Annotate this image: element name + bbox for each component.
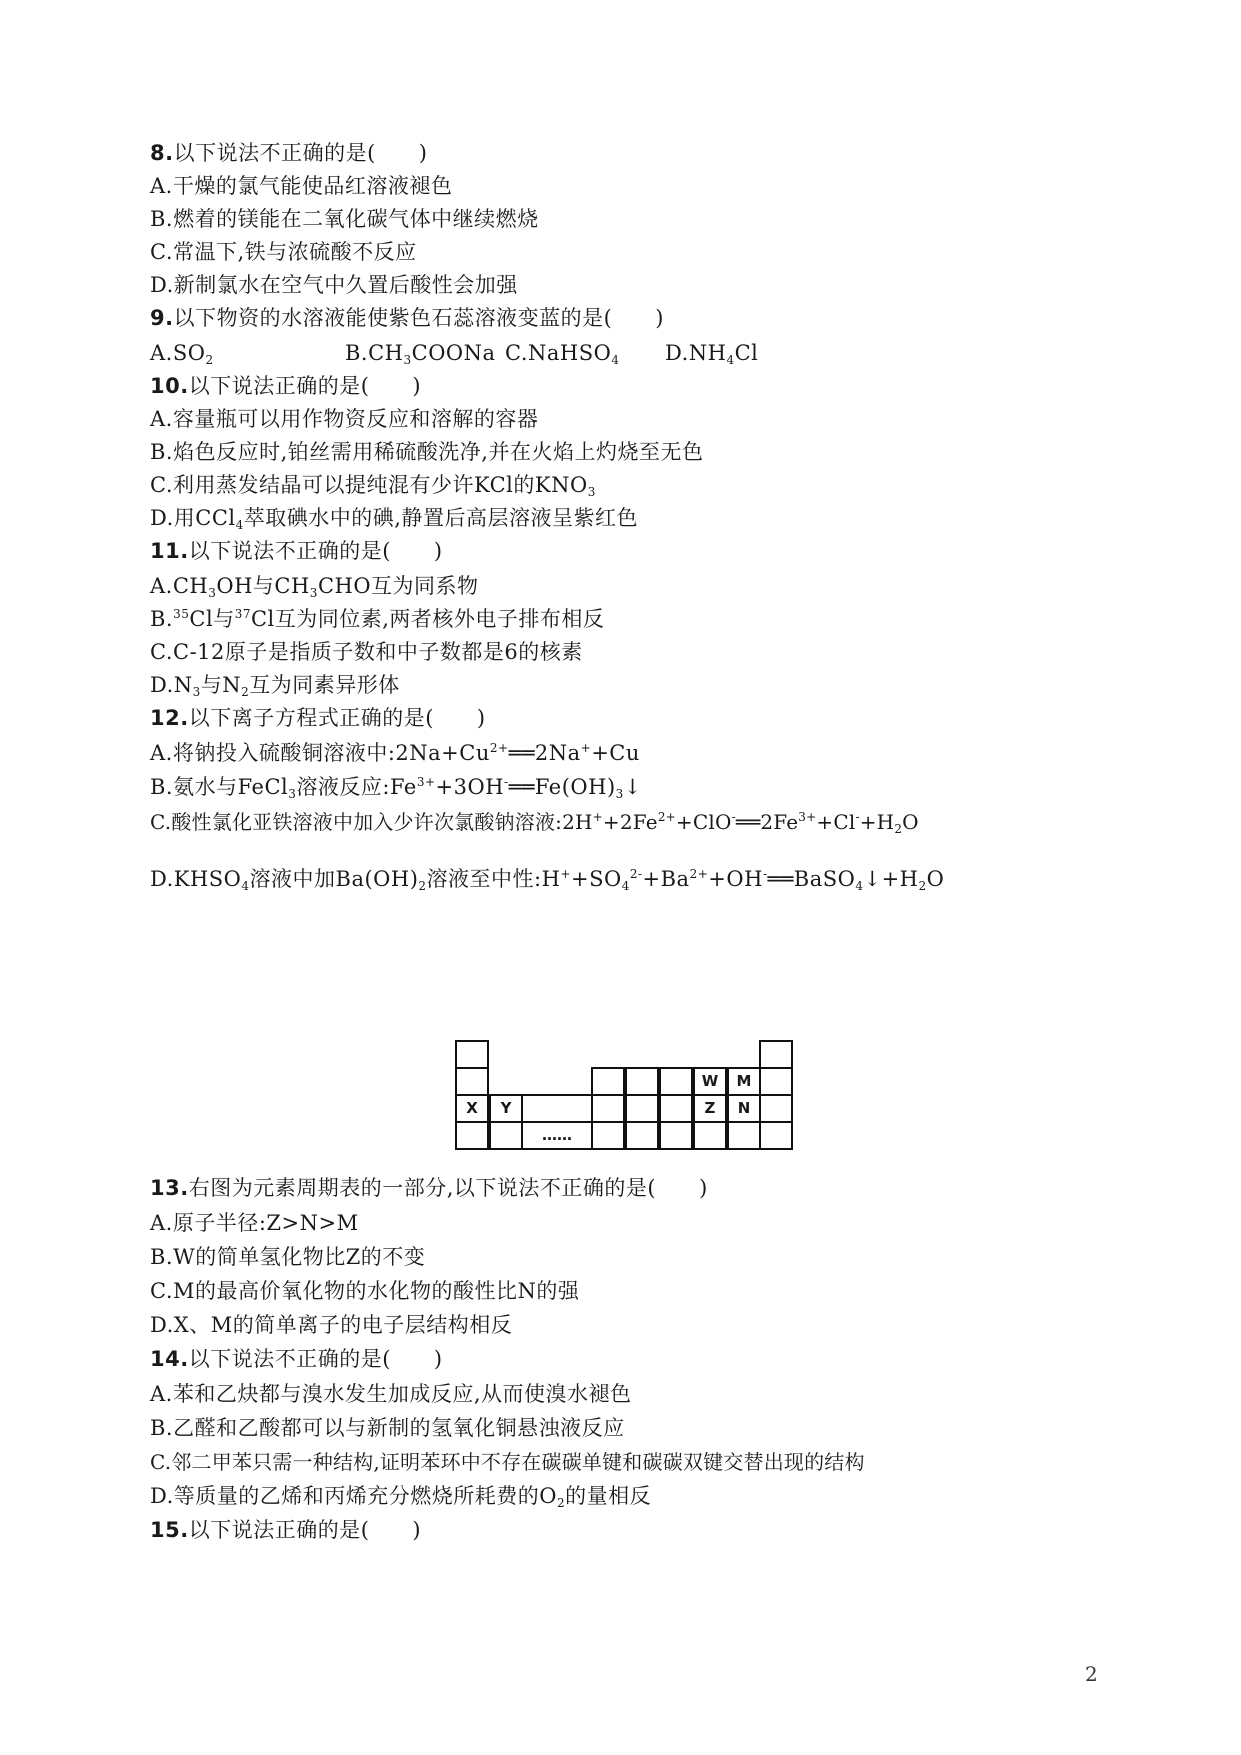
pt-cell-x: X	[455, 1094, 489, 1123]
pt-cell	[659, 1094, 693, 1123]
pt-cell-w: W	[693, 1067, 727, 1096]
question-10-option-d: D.用CCl$_4$萃取碘水中的碘,静置后高层溶液呈紫红色	[150, 506, 638, 532]
pt-cell	[455, 1121, 489, 1150]
question-13-option-b: B.W的简单氢化物比Z的不变	[150, 1245, 426, 1269]
question-12-option-a: A.将钠投入硫酸铜溶液中$:2Na+Cu^{2+}══2Na^++Cu$	[150, 741, 640, 765]
pt-cell	[625, 1094, 659, 1123]
question-11-option-b: B.$^{35}$Cl与$^{37}$Cl互为同位素,两者核外电子排布相反	[150, 607, 605, 631]
question-12-option-d: $D.KHSO_4$溶液中加$Ba(OH)_2$溶液至中性$:H^++SO_4^{2-}+Ba^{2+}+OH^-══BaSO_4↓+H_2O$	[150, 867, 945, 893]
pt-cell	[759, 1094, 793, 1123]
question-8-option-d: D.新制氯水在空气中久置后酸性会加强	[150, 273, 518, 297]
question-10-option-b: B.焰色反应时,铂丝需用稀硫酸洗净,并在火焰上灼烧至无色	[150, 440, 704, 464]
pt-cell	[759, 1040, 793, 1069]
question-11-option-c: C.C-12原子是指质子数和中子数都是6的核素	[150, 640, 583, 664]
pt-cell-ellipsis: ……	[521, 1121, 593, 1150]
pt-cell-n: N	[727, 1094, 761, 1123]
pt-cell-z: Z	[693, 1094, 727, 1123]
question-10-stem: 10.以下说法正确的是( )	[150, 374, 422, 398]
question-15-stem: 15.以下说法正确的是( )	[150, 1518, 422, 1542]
pt-cell-y: Y	[489, 1094, 523, 1123]
periodic-table-fragment	[455, 1040, 795, 1156]
question-9-option-b: $B.CH_3COONa$	[345, 341, 496, 367]
question-9-options	[150, 340, 758, 366]
question-8-option-b: B.燃着的镁能在二氧化碳气体中继续燃烧	[150, 207, 539, 231]
question-9-option-d: $D.NH_4Cl$	[665, 341, 759, 367]
question-14-stem: 14.以下说法不正确的是( )	[150, 1347, 443, 1371]
pt-cell	[455, 1040, 489, 1069]
question-8-option-a: A.干燥的氯气能使品红溶液褪色	[150, 174, 453, 198]
question-13-stem: 13.右图为元素周期表的一部分,以下说法不正确的是( )	[150, 1176, 708, 1200]
pt-cell	[759, 1067, 793, 1096]
pt-cell	[727, 1121, 761, 1150]
pt-cell	[591, 1121, 625, 1150]
question-13-option-d: D.X、M的简单离子的电子层结构相反	[150, 1313, 513, 1337]
pt-cell	[759, 1121, 793, 1150]
question-11-option-a: $A.CH_3OH$与$CH_3CHO$互为同系物	[150, 574, 479, 600]
pt-cell	[625, 1121, 659, 1150]
question-8-stem: 8.以下说法不正确的是( )	[150, 141, 428, 165]
question-14-option-a: A.苯和乙炔都与溴水发生加成反应,从而使溴水褪色	[150, 1382, 632, 1406]
question-8-option-c: C.常温下,铁与浓硫酸不反应	[150, 240, 417, 264]
question-9-stem: 9.以下物资的水溶液能使紫色石蕊溶液变蓝的是( )	[150, 306, 664, 330]
question-10-option-a: A.容量瓶可以用作物资反应和溶解的容器	[150, 407, 539, 431]
pt-cell	[659, 1067, 693, 1096]
question-11-option-d: $D.N_3$与$N_2$互为同素异形体	[150, 673, 400, 699]
pt-cell	[659, 1121, 693, 1150]
question-12-option-b: B.氨水与FeCl$_3$溶液反应$:Fe^{3+}+3OH^-══Fe(OH)_3↓$	[150, 775, 642, 801]
question-9-option-c: C.NaHSO$_4$	[505, 341, 620, 367]
pt-cell	[591, 1094, 625, 1123]
question-14-option-b: B.乙醛和乙酸都可以与新制的氢氧化铜悬浊液反应	[150, 1416, 625, 1440]
page-number: 2	[1085, 1662, 1098, 1686]
question-14-option-c: C.邻二甲苯只需一种结构,证明苯环中不存在碳碳单键和碳碳双键交替出现的结构	[150, 1450, 865, 1474]
question-13-option-c: C.M的最高价氧化物的水化物的酸性比N的强	[150, 1279, 580, 1303]
question-11-stem: 11.以下说法不正确的是( )	[150, 539, 443, 563]
pt-cell	[625, 1067, 659, 1096]
question-14-option-d: D.等质量的乙烯和丙烯充分燃烧所耗费的$O_2$的量相反	[150, 1484, 652, 1510]
pt-cell	[455, 1067, 489, 1096]
question-12-stem: 12.以下离子方程式正确的是( )	[150, 706, 486, 730]
question-9-option-a: $A.SO_2$	[150, 341, 214, 367]
pt-cell-m: M	[727, 1067, 761, 1096]
pt-cell	[489, 1121, 523, 1150]
question-10-option-c: C.利用蒸发结晶可以提纯混有少许KCl的$KNO_3$	[150, 473, 596, 499]
pt-cell	[591, 1067, 625, 1096]
pt-border	[521, 1094, 593, 1096]
question-12-option-c: C.酸性氯化亚铁溶液中加入少许次氯酸钠溶液$:2H^++2Fe^{2+}+ClO^-══2Fe^{3+}+Cl^-+H_2O$	[150, 810, 919, 836]
pt-cell	[693, 1121, 727, 1150]
question-13-option-a: A.原子半径:Z>N>M	[150, 1211, 359, 1235]
